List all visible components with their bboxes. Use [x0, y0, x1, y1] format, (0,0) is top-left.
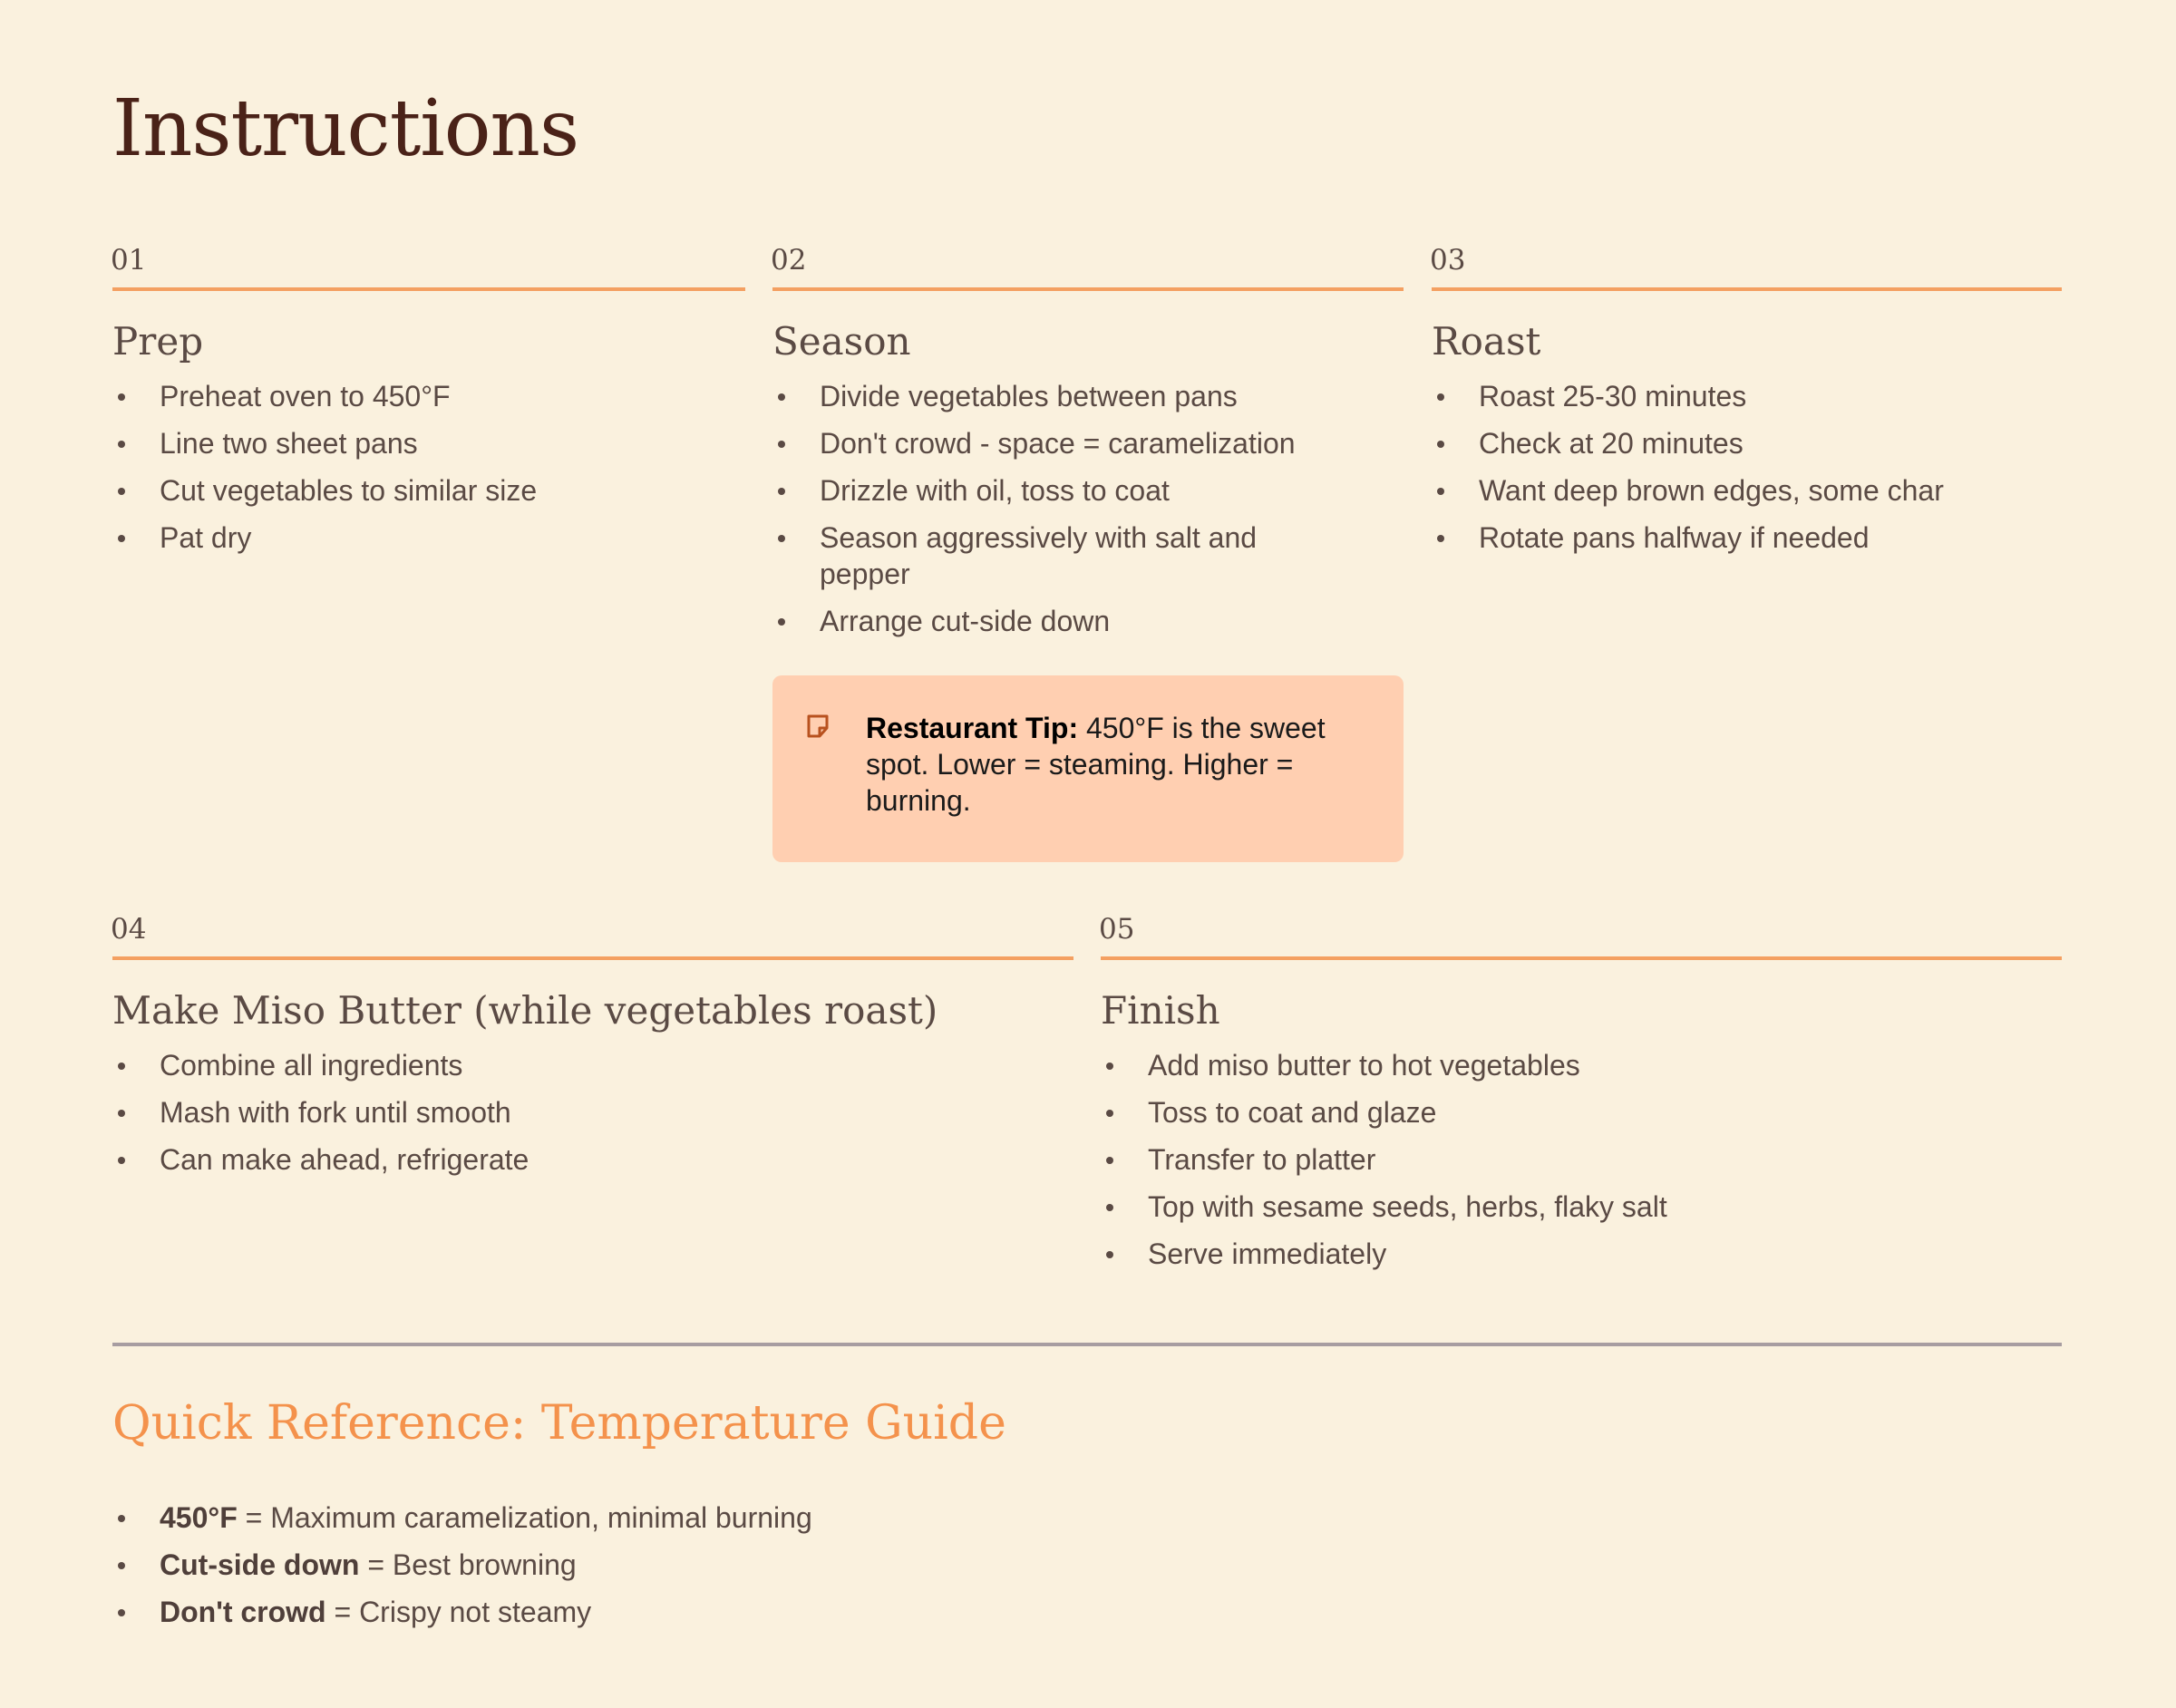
step-divider: [112, 956, 1073, 960]
step-title: Make Miso Butter (while vegetables roast): [112, 988, 938, 1033]
step-roast: [1432, 242, 2062, 567]
step-divider: [1101, 956, 2062, 960]
step-divider: [112, 287, 745, 291]
reference-term: 450°F: [160, 1501, 238, 1534]
list-item: [112, 1547, 1382, 1583]
list-item: Want deep brown edges, some char: [1432, 472, 2062, 509]
list-item: Roast 25-30 minutes: [1432, 378, 2062, 414]
reference-description: = Best browning: [359, 1548, 577, 1581]
list-item: Pat dry: [112, 519, 745, 556]
list-item: Can make ahead, refrigerate: [112, 1141, 1073, 1178]
step-list: [772, 378, 1316, 639]
step-divider: [772, 287, 1404, 291]
list-item: Season aggressively with salt and pepper: [772, 519, 1316, 592]
step-number: 04: [111, 913, 147, 946]
step-finish: [1101, 911, 2062, 1283]
step-title: Finish: [1101, 988, 1220, 1033]
step-list: [112, 378, 745, 556]
tip-label: Restaurant Tip:: [866, 712, 1079, 744]
list-item: Cut vegetables to similar size: [112, 472, 745, 509]
reference-description: = Crispy not steamy: [325, 1596, 592, 1628]
list-item: Divide vegetables between pans: [772, 378, 1316, 414]
restaurant-tip-callout: [772, 675, 1404, 862]
reference-term: Don't crowd: [160, 1596, 326, 1628]
reference-term: Cut-side down: [160, 1548, 360, 1581]
list-item: Serve immediately: [1101, 1236, 2062, 1272]
step-title: Roast: [1432, 319, 1541, 364]
list-item: Top with sesame seeds, herbs, flaky salt: [1101, 1189, 2062, 1225]
step-list: [1101, 1047, 2062, 1272]
reference-description: = Maximum caramelization, minimal burning: [237, 1501, 812, 1534]
tip-text: [866, 710, 1367, 819]
step-list: [1432, 378, 2062, 556]
list-item: Preheat oven to 450°F: [112, 378, 745, 414]
list-item: Add miso butter to hot vegetables: [1101, 1047, 2062, 1083]
step-number: 05: [1099, 913, 1135, 946]
step-title: Prep: [112, 319, 204, 364]
list-item: Mash with fork until smooth: [112, 1094, 1073, 1131]
step-list: [112, 1047, 1073, 1178]
list-item: Toss to coat and glaze: [1101, 1094, 2062, 1131]
list-item: Combine all ingredients: [112, 1047, 1073, 1083]
list-item: Don't crowd - space = caramelization: [772, 425, 1316, 461]
step-season: [772, 242, 1404, 650]
quick-reference-title: Quick Reference: Temperature Guide: [112, 1396, 1006, 1451]
step-number: 01: [111, 244, 147, 277]
step-number: 02: [771, 244, 807, 277]
list-item: Check at 20 minutes: [1432, 425, 2062, 461]
list-item: Line two sheet pans: [112, 425, 745, 461]
list-item: Drizzle with oil, toss to coat: [772, 472, 1316, 509]
tip-body: 450°F is the sweet spot. Lower = steaming. Higher = burning.: [866, 712, 1326, 817]
list-item: [112, 1594, 1382, 1630]
step-divider: [1432, 287, 2062, 291]
page-title: Instructions: [112, 83, 579, 174]
section-divider: [112, 1343, 2062, 1346]
step-title: Season: [772, 319, 911, 364]
step-prep: [112, 242, 745, 567]
list-item: Arrange cut-side down: [772, 603, 1316, 639]
quick-reference-list: [112, 1499, 1382, 1641]
step-make-miso-butter: [112, 911, 1073, 1189]
list-item: Transfer to platter: [1101, 1141, 2062, 1178]
list-item: Rotate pans halfway if needed: [1432, 519, 2062, 556]
step-number: 03: [1430, 244, 1466, 277]
list-item: [112, 1499, 1382, 1536]
sticky-note-icon: [805, 713, 831, 739]
